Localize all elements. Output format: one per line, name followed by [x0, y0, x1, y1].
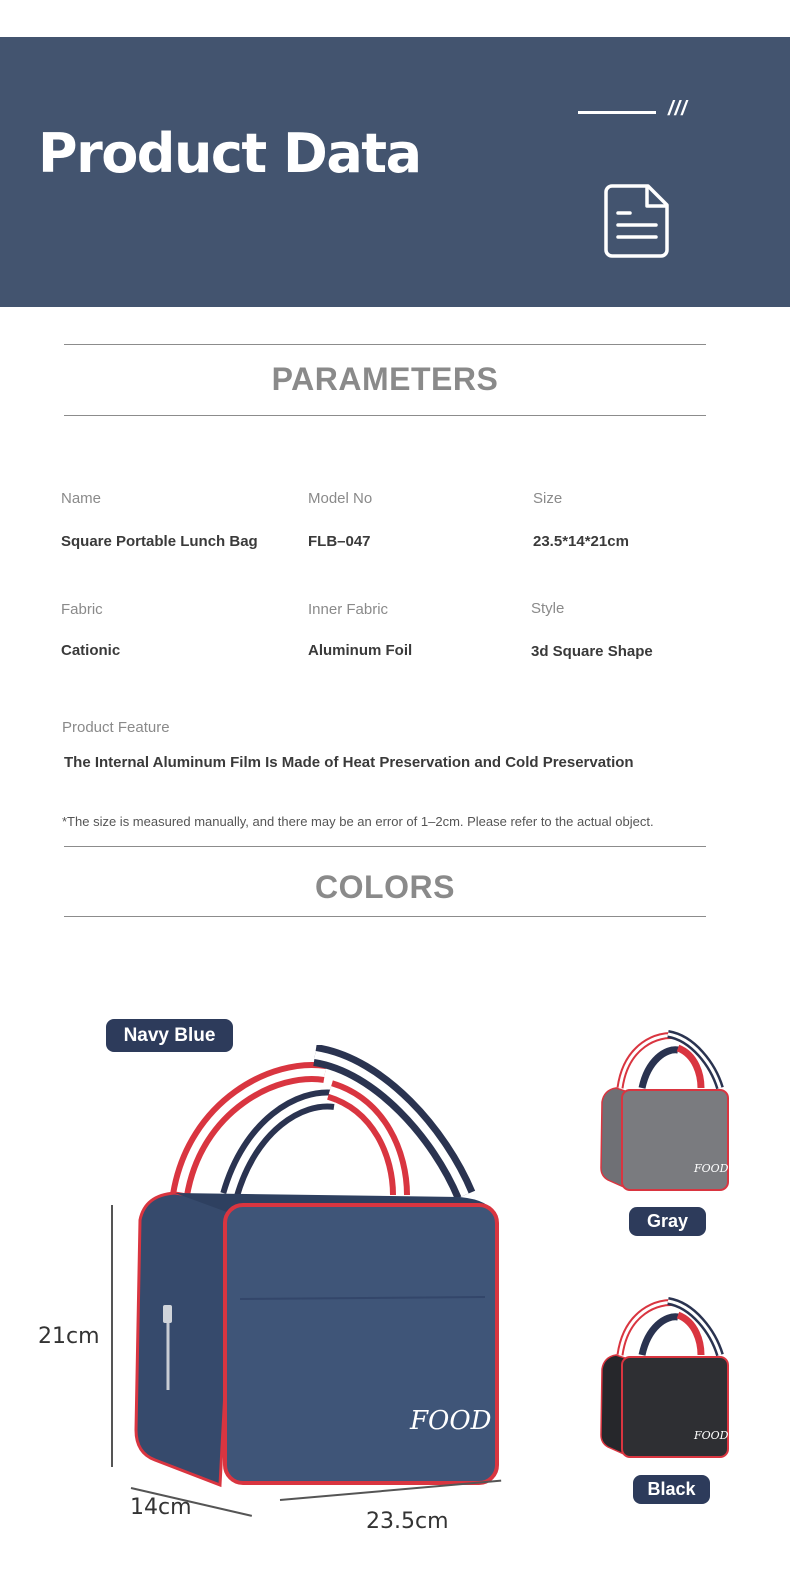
size-disclaimer: *The size is measured manually, and there may be an error of 1–2cm. Please refer to the actual object. [62, 814, 654, 829]
color-label-navy: Navy Blue [106, 1019, 233, 1052]
header-banner [0, 37, 790, 307]
feature-value: The Internal Aluminum Film Is Made of Heat Preservation and Cold Preservation [64, 754, 634, 771]
document-icon [604, 183, 670, 259]
height-dimension-line [111, 1205, 113, 1467]
fabric-label: Fabric [61, 601, 103, 618]
bag-image-gray [598, 1030, 733, 1195]
depth-dimension: 14cm [130, 1495, 192, 1520]
name-label: Name [61, 490, 102, 507]
width-dimension: 23.5cm [366, 1509, 449, 1534]
parameters-heading: PARAMETERS [271, 361, 499, 397]
parameters-rule-top [64, 344, 706, 345]
bag-image-black [598, 1297, 733, 1462]
bag-logo-gray: FOOD [694, 1162, 729, 1175]
colors-heading: COLORS [315, 869, 455, 905]
parameters-rule-bottom [64, 415, 706, 416]
inner-fabric-value: Aluminum Foil [308, 642, 413, 659]
style-value: 3d Square Shape [531, 643, 653, 660]
model-label: Model No [308, 490, 373, 507]
fabric-value: Cationic [61, 642, 121, 659]
name-value: Square Portable Lunch Bag [61, 533, 258, 550]
colors-rule-bottom [64, 916, 706, 917]
banner-decor-line [578, 111, 656, 114]
bag-image-navy [100, 1045, 520, 1545]
style-label: Style [531, 600, 565, 617]
color-label-gray: Gray [629, 1207, 706, 1236]
size-value: 23.5*14*21cm [533, 533, 629, 550]
colors-rule-top [64, 846, 706, 847]
color-label-black: Black [633, 1475, 710, 1504]
inner-fabric-label: Inner Fabric [308, 601, 389, 618]
feature-label: Product Feature [62, 719, 170, 736]
size-label: Size [533, 490, 563, 507]
height-dimension: 21cm [38, 1324, 100, 1349]
page-title: Product Data [38, 122, 421, 185]
model-value: FLB–047 [308, 533, 371, 550]
banner-decor-slashes: /// [668, 98, 688, 120]
bag-logo-black: FOOD [694, 1429, 729, 1442]
bag-logo-navy: FOOD [410, 1406, 492, 1436]
